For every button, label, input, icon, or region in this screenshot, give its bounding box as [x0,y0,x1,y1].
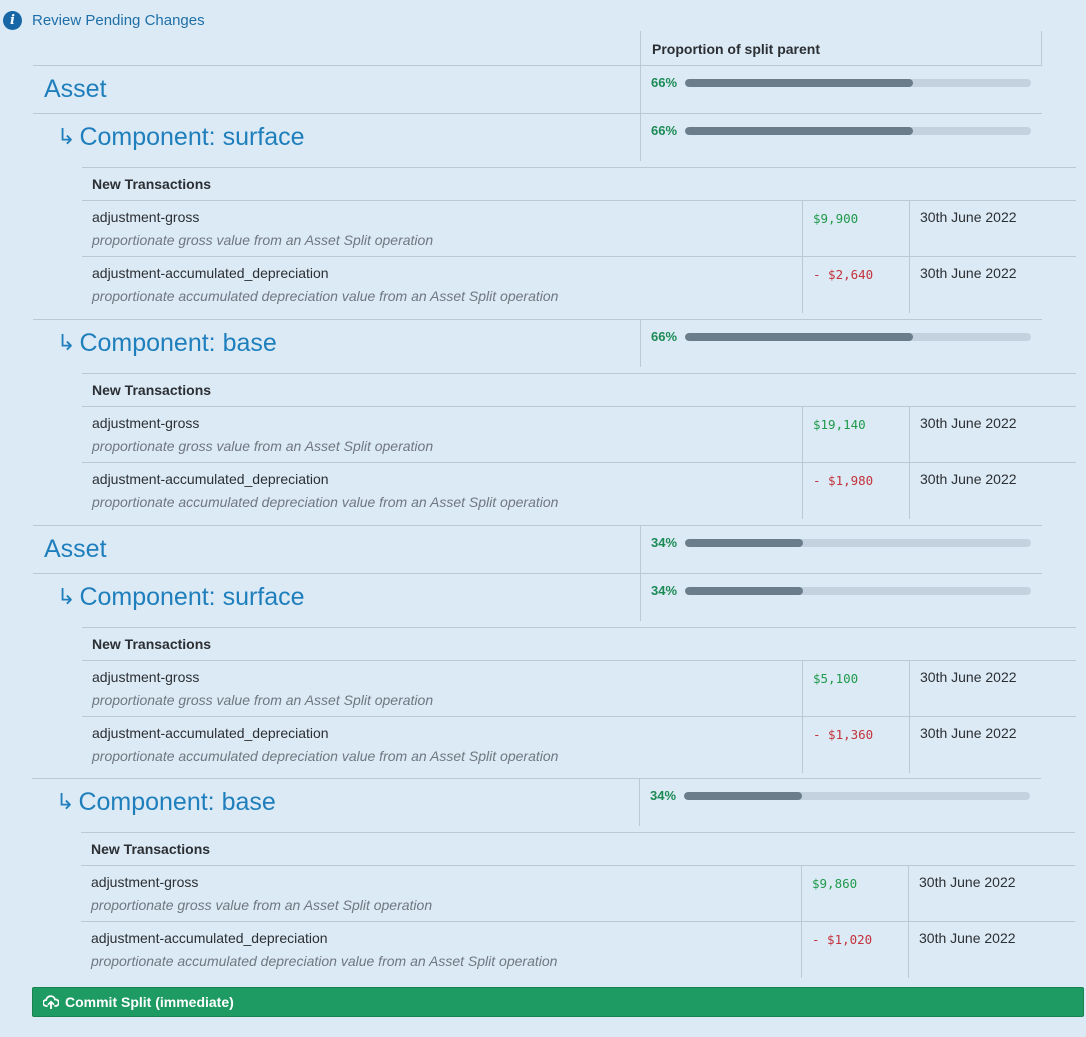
transaction-row [82,407,1076,463]
transaction-row [82,257,1076,313]
proportion-bar-fill [685,539,803,547]
transaction-date: 30th June 2022 [920,471,1017,487]
proportion-percent: 66% [651,329,678,345]
transaction-amount: $9,900 [802,201,910,257]
component-row-proportion [640,574,1042,621]
transaction-row [82,717,1076,773]
transaction-description: proportionate gross value from an Asset Split operation [92,438,434,454]
component-row-proportion [640,114,1042,161]
transactions-header: New Transactions [82,168,1076,201]
transaction-row [81,866,1075,922]
asset-row-proportion [640,526,1042,573]
transaction-amount: - $2,640 [802,257,910,313]
component-row-label [57,114,305,161]
subdirectory-arrow-icon: ↳ [57,585,76,610]
transaction-amount: $5,100 [802,661,910,717]
transactions-table [82,373,1076,519]
component-row-label [57,320,277,367]
transaction-amount: $9,860 [801,866,909,922]
proportion-percent: 66% [651,123,678,139]
transaction-name: adjustment-gross [91,874,199,890]
component-row-proportion [639,779,1041,826]
proportion-bar [685,127,1031,135]
transaction-description: proportionate gross value from an Asset Split operation [91,897,433,913]
asset-row-title: Asset [44,75,107,103]
transaction-date: 30th June 2022 [920,415,1017,431]
transaction-name: adjustment-accumulated_depreciation [91,930,328,946]
proportion-bar [685,79,1031,87]
transaction-name: adjustment-accumulated_depreciation [92,725,329,741]
proportion-bar-fill [685,79,913,87]
transaction-row [82,661,1076,717]
subdirectory-arrow-icon: ↳ [56,790,75,815]
transaction-name: adjustment-gross [92,209,200,225]
proportion-bar-fill [685,587,803,595]
transaction-date: 30th June 2022 [920,265,1017,281]
component-row-label [56,779,276,826]
cloud-upload-icon [43,995,59,1009]
proportion-bar-fill [685,127,913,135]
subdirectory-arrow-icon: ↳ [57,331,76,356]
transaction-description: proportionate accumulated depreciation value from an Asset Split operation [92,288,559,304]
component-row-title: Component: surface [79,123,305,151]
asset-row [33,525,1042,573]
transaction-row [81,922,1075,978]
component-row [33,573,1042,621]
review-pending-changes-link[interactable] [3,10,205,30]
transaction-amount: - $1,360 [802,717,910,773]
transaction-date: 30th June 2022 [920,669,1017,685]
subdirectory-arrow-icon: ↳ [57,125,76,150]
transactions-table [82,167,1076,313]
commit-split-button[interactable] [32,987,1084,1017]
transaction-amount: $19,140 [802,407,910,463]
asset-row-title: Asset [44,535,107,563]
asset-row-label [44,526,107,573]
proportion-percent: 66% [651,75,678,91]
transaction-date: 30th June 2022 [919,874,1016,890]
component-row [33,319,1042,367]
component-row [32,778,1041,826]
component-row-proportion [640,320,1042,367]
transaction-name: adjustment-gross [92,415,200,431]
proportion-bar [685,539,1031,547]
transactions-header: New Transactions [82,628,1076,661]
asset-row [33,65,1042,113]
component-row-title: Component: surface [79,583,305,611]
transaction-date: 30th June 2022 [919,930,1016,946]
commit-split-label: Commit Split (immediate) [65,994,234,1010]
transaction-description: proportionate accumulated depreciation value from an Asset Split operation [91,953,558,969]
transaction-description: proportionate accumulated depreciation value from an Asset Split operation [92,494,559,510]
proportion-percent: 34% [651,535,678,551]
proportion-column-header: Proportion of split parent [640,31,1042,66]
proportion-bar [684,792,1030,800]
transactions-table [81,832,1075,978]
transactions-table [82,627,1076,773]
transaction-description: proportionate gross value from an Asset Split operation [92,232,434,248]
transaction-date: 30th June 2022 [920,725,1017,741]
transaction-row [82,201,1076,257]
proportion-percent: 34% [651,583,678,599]
info-icon: i [3,11,22,30]
transaction-row [82,463,1076,519]
proportion-bar [685,333,1031,341]
asset-row-label [44,66,107,113]
transaction-amount: - $1,980 [802,463,910,519]
transaction-description: proportionate gross value from an Asset Split operation [92,692,434,708]
review-pending-changes-label: Review Pending Changes [32,11,205,29]
proportion-bar-fill [685,333,913,341]
transaction-date: 30th June 2022 [920,209,1017,225]
proportion-bar [685,587,1031,595]
transactions-header: New Transactions [81,833,1075,866]
component-row-label [57,574,305,621]
transactions-header: New Transactions [82,374,1076,407]
proportion-percent: 34% [650,788,677,804]
component-row-title: Component: base [78,788,276,816]
transaction-description: proportionate accumulated depreciation value from an Asset Split operation [92,748,559,764]
transaction-amount: - $1,020 [801,922,909,978]
transaction-name: adjustment-gross [92,669,200,685]
proportion-bar-fill [684,792,802,800]
component-row-title: Component: base [79,329,277,357]
asset-row-proportion [640,66,1042,113]
transaction-name: adjustment-accumulated_depreciation [92,265,329,281]
component-row [33,113,1042,161]
transaction-name: adjustment-accumulated_depreciation [92,471,329,487]
